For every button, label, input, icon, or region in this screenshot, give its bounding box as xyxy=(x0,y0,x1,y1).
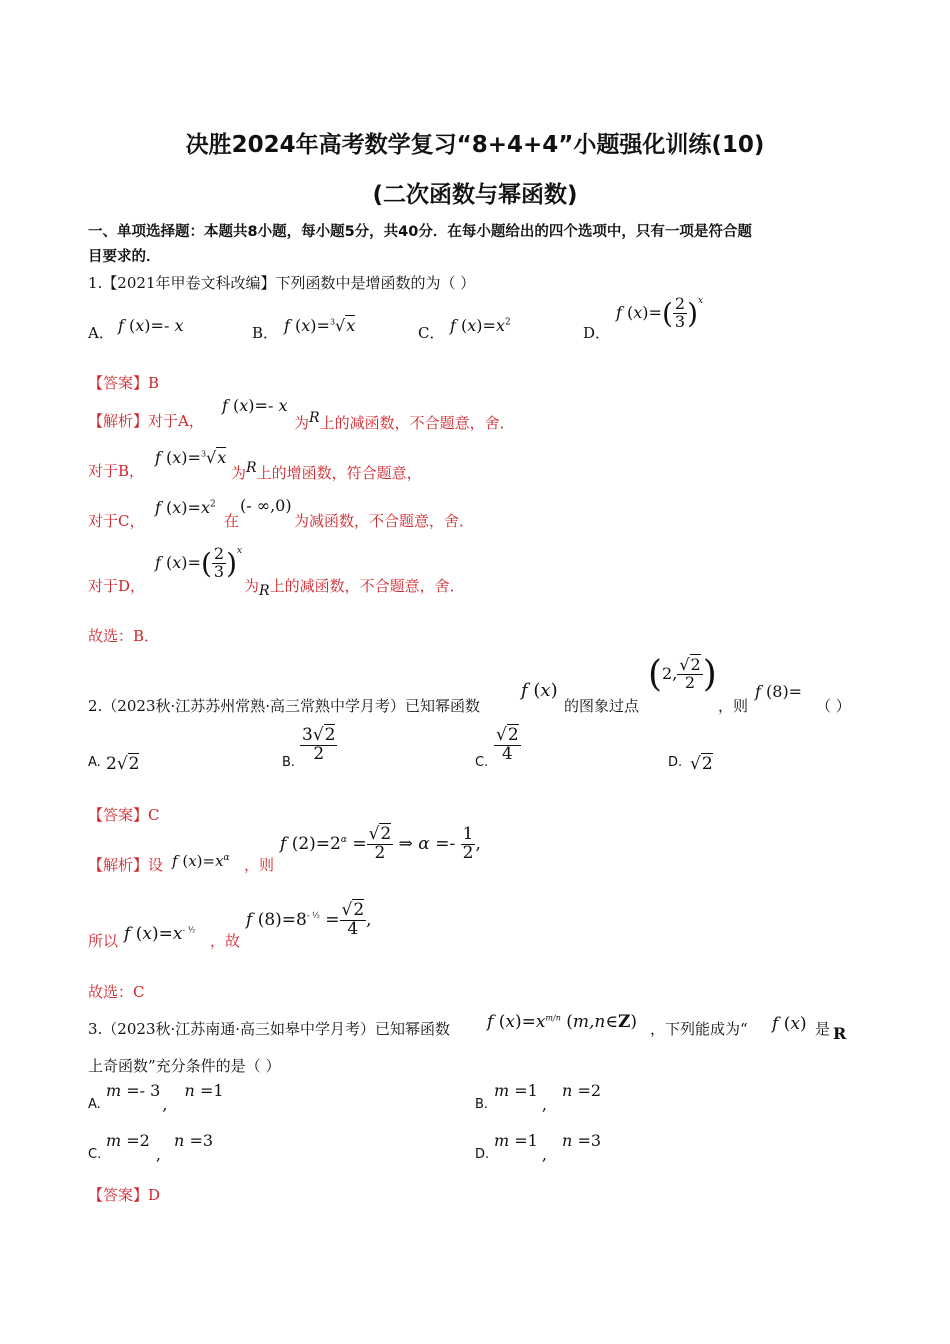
q2-analysis-fx-result: f $(x)=x^{- \frac{1}{2}}$ xyxy=(124,924,196,944)
section-heading: 一、单项选择题：本题共8小题，每小题5分，共40分．在每小题给出的四个选项中，只有一项是符合题 xyxy=(88,224,752,240)
q3-option-c-label: C. xyxy=(88,1147,102,1162)
q2-option-a-value: 2√2 xyxy=(106,754,140,774)
q1-option-b-formula: f (x)=$^3$√x xyxy=(284,316,356,335)
q3-option-b-value: m =1, n =2 xyxy=(494,1081,602,1114)
q2-stem-blank: （ ） xyxy=(816,697,851,715)
q1-option-a-label: A． xyxy=(88,324,114,342)
q1-answer: 【答案】B xyxy=(88,374,160,392)
q2-stem-part1: 2.（2023秋·江苏苏州常熟·高三常熟中学月考）已知幂函数 xyxy=(88,697,481,715)
q2-stem-part2: 的图象过点 xyxy=(564,697,640,715)
q1-option-c-label: C． xyxy=(418,324,445,342)
q1-analysis-c-mid: 在 xyxy=(224,512,240,530)
q1-analysis-d-formula: f (x)=( $\frac{2}{3}$ )$^x$ xyxy=(155,544,243,581)
q2-analysis-fx-def: f $(x)=x^\alpha$ xyxy=(172,852,230,870)
q3-stem-r: R xyxy=(833,1024,847,1043)
q2-option-b-label: B. xyxy=(282,755,296,770)
q2-option-d-value: √2 xyxy=(690,754,713,774)
q3-answer: 【答案】D xyxy=(88,1186,161,1204)
q1-analysis-line-a: 【解析】对于A， xyxy=(88,412,204,430)
q1-analysis-line-b: 对于B， xyxy=(88,462,145,480)
q2-stem-fx: f (x) xyxy=(521,680,558,701)
q1-analysis-c-tail: 为减函数，不合题意，舍． xyxy=(294,512,475,530)
q1-analysis-a-tail: 为R上的减函数，不合题意，舍． xyxy=(294,410,515,432)
q1-analysis-c-formula: f $(x)=x^2$ xyxy=(155,498,216,517)
q1-option-d-label: D． xyxy=(583,324,611,342)
q2-option-c-value: $\frac{√2}{4}$ xyxy=(496,725,519,764)
q3-stem-line2: 上奇函数”充分条件的是（ ） xyxy=(88,1057,281,1075)
page-title: 决胜2024年高考数学复习“8+4+4”小题强化训练(10) xyxy=(185,132,765,158)
q1-analysis-b-formula: f (x)=$^3$√x xyxy=(155,448,227,467)
q3-stem-part2: ，下列能成为“ xyxy=(650,1020,748,1038)
q2-analysis-then: ，则 xyxy=(244,856,275,874)
q3-option-c-value: m =2, n =3 xyxy=(106,1131,214,1164)
q3-option-d-label: D. xyxy=(475,1147,490,1162)
q3-stem-fx: f (x) xyxy=(772,1014,807,1034)
q2-stem-point: (2, $\frac{√2}{2}$ ) xyxy=(648,654,717,695)
q2-analysis-line1: 【解析】设 xyxy=(88,856,164,874)
q1-analysis-line-d: 对于D， xyxy=(88,577,146,595)
q1-analysis-b-tail: 为R上的增函数，符合题意， xyxy=(231,460,422,482)
q2-option-c-label: C. xyxy=(475,755,489,770)
q2-answer: 【答案】C xyxy=(88,806,160,824)
q1-option-d-formula: f (x)=( $\frac{2}{3}$ )$^x$ xyxy=(616,294,704,331)
q3-option-d-value: m =1, n =3 xyxy=(494,1131,602,1164)
q1-option-c-formula: f $(x)=x^2$ xyxy=(450,316,511,335)
q2-stem-part3: ，则 xyxy=(718,697,749,715)
q2-analysis-f8-value: f $(8)=8^{- \frac{1}{2}}$ = $\frac{√2}{4}$ , xyxy=(246,900,372,939)
q1-stem: 1.【2021年甲卷文科改编】下列函数中是增函数的为（ ） xyxy=(88,274,476,292)
q2-conclusion: 故选：C xyxy=(88,983,145,1001)
q1-analysis-line-c: 对于C， xyxy=(88,512,145,530)
q2-option-b-value: $\frac{3√2}{2}$ xyxy=(302,725,336,764)
q1-conclusion: 故选：B． xyxy=(88,627,160,645)
q1-analysis-a-formula: f (x)=- x xyxy=(222,396,288,415)
q3-stem-part1: 3.（2023秋·江苏南通·高三如皋中学月考）已知幂函数 xyxy=(88,1020,451,1038)
q3-stem-is: 是 xyxy=(815,1020,831,1038)
q1-analysis-d-tail: 为R上的减函数，不合题意，舍． xyxy=(244,577,465,599)
section-heading-cont: 目要求的． xyxy=(88,249,161,265)
q2-option-d-label: D. xyxy=(668,755,683,770)
page-subtitle: (二次函数与幂函数) xyxy=(372,182,578,208)
q2-stem-f8: f (8)= xyxy=(755,682,803,701)
q3-stem-formula: f $(x)=x^{m/n}$ (m,n∈Z) xyxy=(487,1012,638,1032)
q3-option-b-label: B. xyxy=(475,1097,489,1112)
q2-option-a-label: A. xyxy=(88,755,101,770)
q2-analysis-equation: f $(2)=2^\alpha$ = $\frac{√2}{2}$ ⇒ α =- $\frac{1}{2}$ , xyxy=(280,824,481,863)
q2-analysis-therefore: ，故 xyxy=(210,932,241,950)
q1-option-a-formula: f (x)=- x xyxy=(118,316,184,335)
q2-analysis-line2: 所以 xyxy=(88,932,119,950)
q3-option-a-label: A. xyxy=(88,1097,101,1112)
q1-analysis-c-interval: (- ∞,0) xyxy=(240,496,292,515)
q3-option-a-value: m =- 3, n =1 xyxy=(106,1081,224,1114)
q1-option-b-label: B． xyxy=(252,324,279,342)
